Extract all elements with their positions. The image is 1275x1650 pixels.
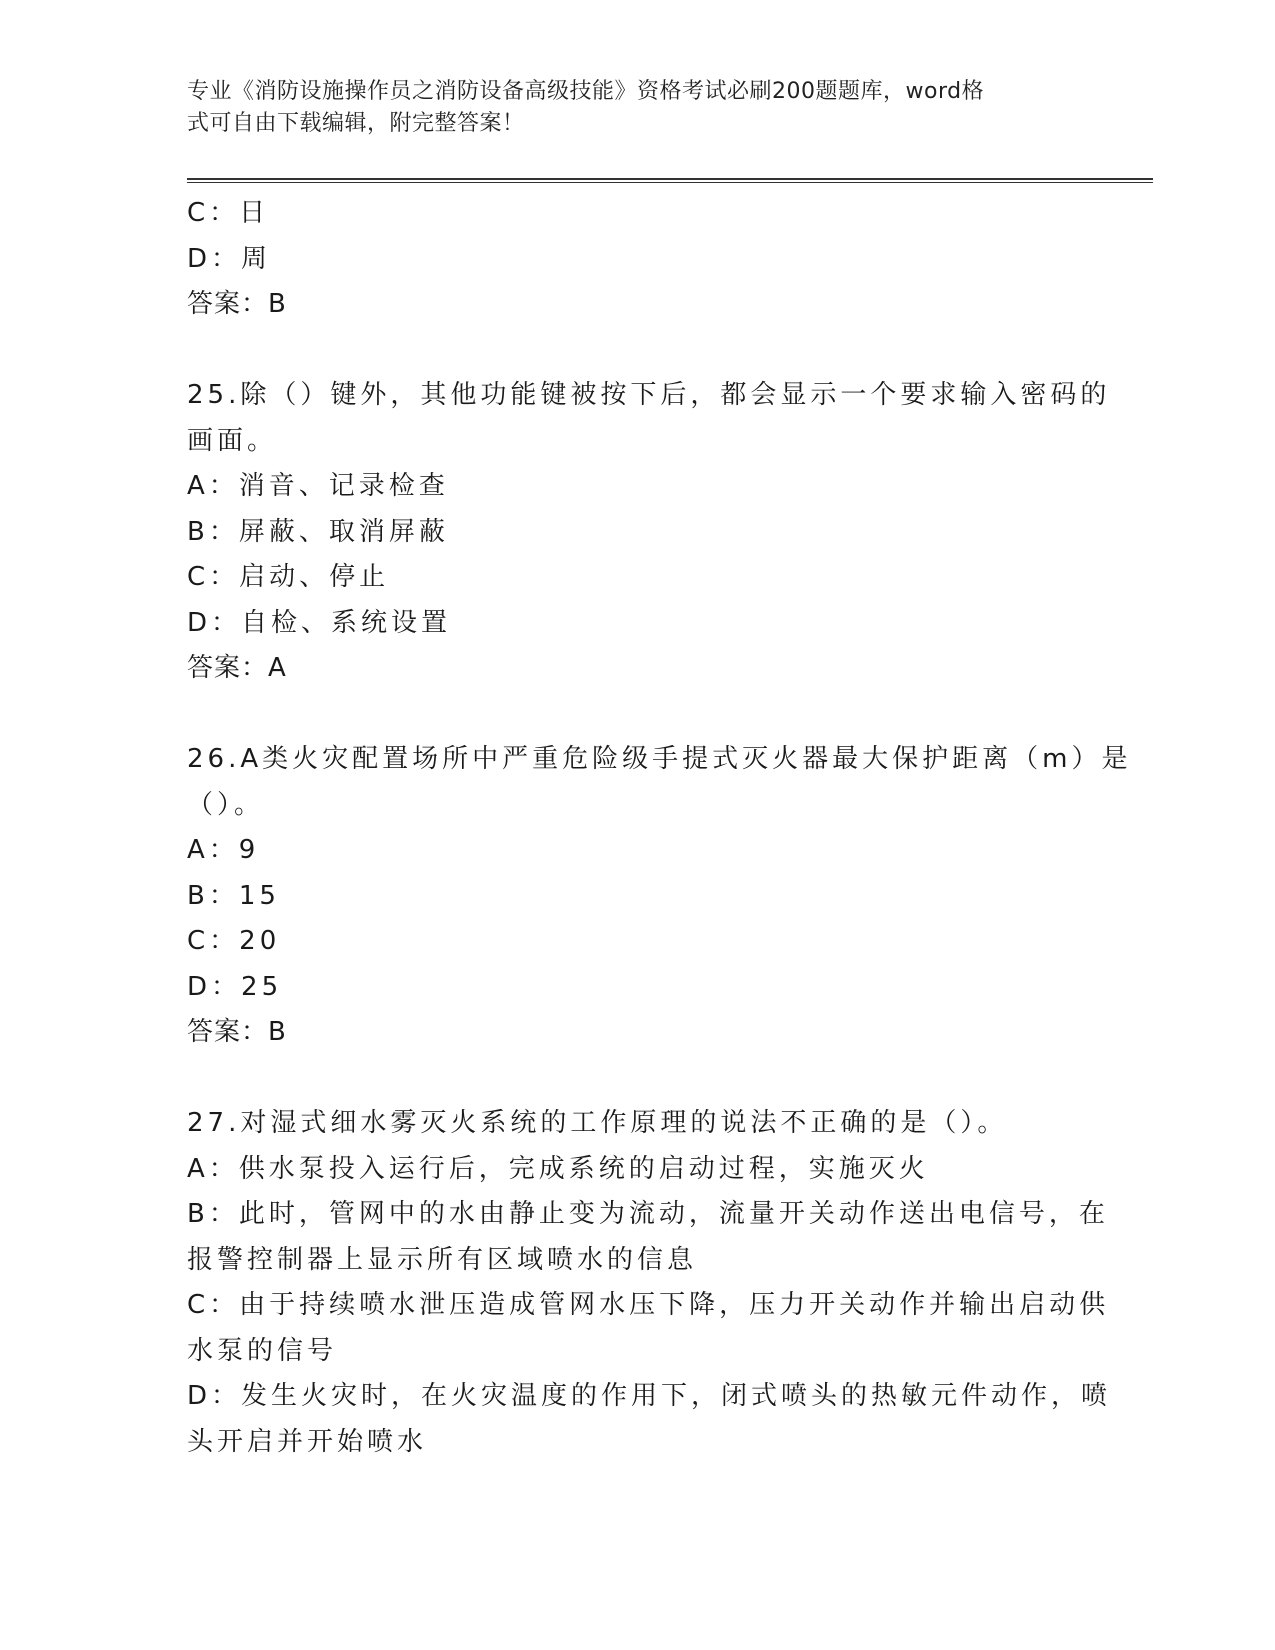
question-stem: 26.A类火灾配置场所中严重危险级手提式灭火器最大保护距离（m）是 bbox=[187, 744, 1132, 774]
question-25 bbox=[187, 373, 1111, 692]
question-27 bbox=[187, 1101, 1112, 1465]
option-d: D：25 bbox=[187, 971, 283, 1002]
option-b: B：屏蔽、取消屏蔽 bbox=[187, 516, 449, 547]
option-c-continued: 水泵的信号 bbox=[187, 1335, 338, 1366]
previous-question-tail bbox=[187, 191, 1087, 328]
option-d: D：周 bbox=[187, 243, 272, 274]
question-stem-continued: 画面。 bbox=[187, 425, 278, 456]
option-a: A：消音、记录检查 bbox=[187, 471, 449, 501]
option-d-continued: 头开启并开始喷水 bbox=[187, 1426, 428, 1457]
option-a: A：9 bbox=[187, 835, 260, 865]
spacer bbox=[187, 1056, 1087, 1102]
option-c: C：日 bbox=[187, 198, 270, 228]
spacer bbox=[187, 692, 1087, 738]
answer-label: 答案：A bbox=[187, 653, 287, 683]
option-b: B：此时，管网中的水由静止变为流动，流量开关动作送出电信号，在 bbox=[187, 1199, 1109, 1229]
answer-label: 答案：B bbox=[187, 289, 287, 319]
question-stem-continued: （）。 bbox=[187, 789, 265, 820]
option-d: D：自检、系统设置 bbox=[187, 607, 452, 638]
question-stem: 25.除（）键外，其他功能键被按下后，都会显示一个要求输入密码的 bbox=[187, 380, 1111, 410]
option-c: C：启动、停止 bbox=[187, 562, 390, 592]
question-list bbox=[187, 191, 1132, 1465]
document-header bbox=[187, 76, 1067, 140]
answer-label: 答案：B bbox=[187, 1017, 287, 1047]
question-stem: 27.对湿式细水雾灭火系统的工作原理的说法不正确的是（）。 bbox=[187, 1108, 1008, 1138]
header-divider bbox=[187, 178, 1153, 183]
option-b-continued: 报警控制器上显示所有区域喷水的信息 bbox=[187, 1244, 698, 1275]
option-a: A：供水泵投入运行后，完成系统的启动过程，实施灭火 bbox=[187, 1153, 929, 1184]
spacer bbox=[187, 328, 1087, 374]
option-c: C：由于持续喷水泄压造成管网水压下降，压力开关动作并输出启动供 bbox=[187, 1290, 1110, 1320]
question-26 bbox=[187, 737, 1132, 1056]
option-b: B：15 bbox=[187, 880, 280, 911]
header-title-line-1: 专业《消防设施操作员之消防设备高级技能》资格考试必刷200题题库，word格 bbox=[187, 79, 985, 104]
option-d: D：发生火灾时，在火灾温度的作用下，闭式喷头的热敏元件动作，喷 bbox=[187, 1381, 1112, 1411]
option-c: C：20 bbox=[187, 926, 281, 956]
header-title-line-2: 式可自由下载编辑，附完整答案！ bbox=[187, 111, 525, 136]
